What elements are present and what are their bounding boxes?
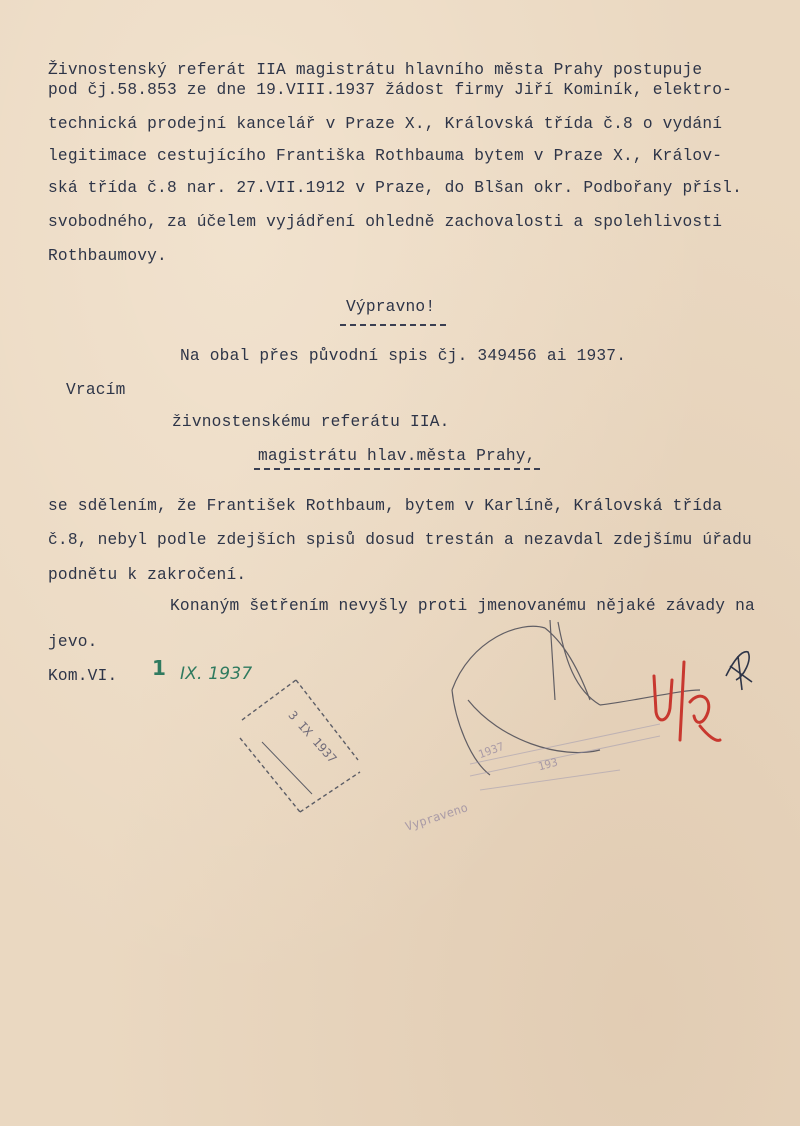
heading-vypravno: Výpravno!: [346, 298, 436, 316]
text-line: Živnostenský referát IIA magistrátu hlavního města Prahy postupuje: [48, 61, 703, 79]
text-line: ská třída č.8 nar. 27.VII.1912 v Praze, do Blšan okr. Podbořany přísl.: [48, 179, 742, 197]
faint-stamp: 193: [536, 755, 560, 774]
office-label: Kom.VI.: [48, 667, 118, 685]
faint-stamp: 1937: [476, 739, 506, 762]
recipient-line-1: živnostenskému referátu IIA.: [172, 413, 450, 431]
faint-stamp: Vypraveno: [403, 800, 470, 834]
date-stamp-text: 3 IX 1937: [285, 708, 340, 766]
text-line-na-obal: Na obal přes původní spis čj. 349456 ai 1937.: [180, 347, 627, 365]
text-vracim: Vracím: [66, 381, 126, 399]
faint-stamp-outline: [470, 724, 660, 790]
date-stamp: [240, 680, 360, 812]
text-line: jevo.: [48, 633, 98, 651]
text-line: Konaným šetřením nevyšly proti jmenovanému nějaké závady na: [170, 597, 755, 615]
red-signature: [654, 662, 720, 740]
text-line: svobodného, za účelem vyjádření ohledně zachovalosti a spolehlivosti: [48, 213, 723, 231]
text-line: se sdělením, že František Rothbaum, bytem v Karlíně, Královská třída: [48, 497, 723, 515]
initials-mark: [726, 652, 752, 690]
signature-arcs: [452, 620, 700, 775]
recipient-line-2: magistrátu hlav.města Prahy,: [258, 447, 536, 465]
text-line: pod čj.58.853 ze dne 19.VIII.1937 žádost firmy Jiří Kominík, elektro-: [48, 81, 733, 99]
text-line: Rothbaumovy.: [48, 247, 167, 265]
date-day: 1: [152, 656, 167, 680]
date-month-year: IX. 1937: [180, 664, 253, 684]
text-line: legitimace cestujícího Františka Rothbauma bytem v Praze X., Králov-: [48, 147, 723, 165]
text-line: podnětu k zakročení.: [48, 566, 247, 584]
text-line: č.8, nebyl podle zdejších spisů dosud trestán a nezavdal zdejšímu úřadu: [48, 531, 752, 549]
text-line: technická prodejní kancelář v Praze X., Královská třída č.8 o vydání: [48, 115, 723, 133]
